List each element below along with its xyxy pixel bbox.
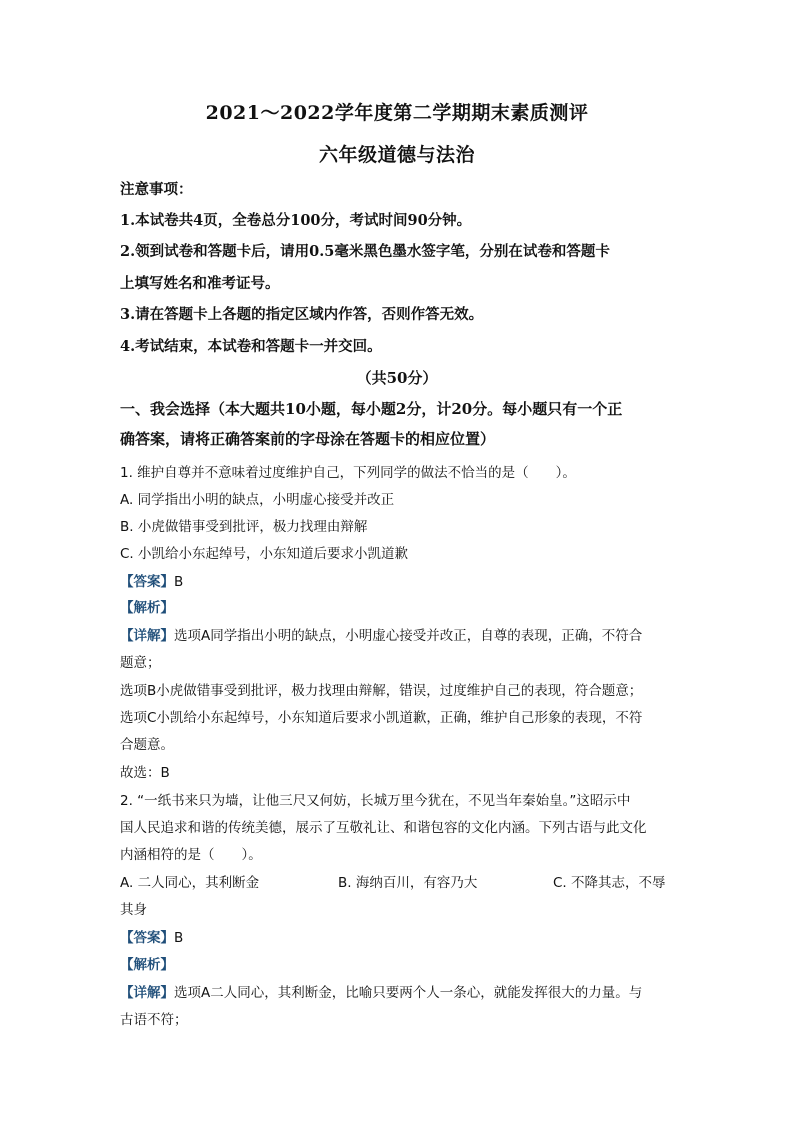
q2-stem-line-2: 国人民追求和谐的传统美德，展示了互敬礼让、和谐包容的文化内涵。下列古语与此文化 xyxy=(120,820,647,836)
q1-detail-line-5: 合题意。 xyxy=(120,737,174,753)
section1-line2: 确答案，请将正确答案前的字母涂在答题卡的相应位置） xyxy=(120,430,496,448)
note-item-1: 1.本试卷共4页，全卷总分100分，考试时间90分钟。 xyxy=(120,212,472,229)
exam-title: 2021～2022学年度第二学期期末素质测评 xyxy=(205,102,589,124)
answer-value: B xyxy=(174,930,184,946)
q1-stem: 1. 维护自尊并不意味着过度维护自己，下列同学的做法不恰当的是（ ）。 xyxy=(120,465,576,481)
q1-answer xyxy=(120,572,183,592)
q2-stem-line-3: 内涵相符的是（ ）。 xyxy=(120,847,262,863)
section1-line1: 一、我会选择（本大题共10小题，每小题2分，计20分。每小题只有一个正 xyxy=(120,400,623,418)
q2-detail-line-2: 古语不符； xyxy=(120,1012,188,1028)
q1-detail-line-3: 选项B小虎做错事受到批评，极力找理由辩解，错误，过度维护自己的表现，符合题意； xyxy=(120,683,643,699)
q2-options-row xyxy=(120,873,680,893)
q2-answer xyxy=(120,928,183,948)
note-item-3: 3.请在答题卡上各题的指定区域内作答，否则作答无效。 xyxy=(120,306,484,323)
detail-tag: 【详解】 xyxy=(120,628,174,644)
note-item-2: 2.领到试卷和答题卡后，请用0.5毫米黑色墨水签字笔，分别在试卷和答题卡 xyxy=(120,243,610,260)
answer-tag: 【答案】 xyxy=(120,930,174,946)
detail-tag: 【详解】 xyxy=(120,985,174,1001)
q2-option-c-wrap: 其身 xyxy=(120,902,147,918)
q2-option-c: C. 不降其志，不辱 xyxy=(553,875,666,891)
q2-detail-line-1: 【详解】选项A二人同心，其利断金，比喻只要两个人一条心，就能发挥很大的力量。与 xyxy=(120,985,643,1001)
note-item-4: 4.考试结束，本试卷和答题卡一并交回。 xyxy=(120,338,382,355)
q1-detail-line-1: 【详解】选项A同学指出小明的缺点，小明虚心接受并改正，自尊的表现，正确，不符合 xyxy=(120,628,643,644)
part-heading: （共50分） xyxy=(356,369,438,387)
answer-value: B xyxy=(174,574,184,590)
q2-option-a: A. 二人同心，其利断金 xyxy=(120,875,260,891)
q1-option-a: A. 同学指出小明的缺点，小明虚心接受并改正 xyxy=(120,492,395,508)
q1-detail-line-6: 故选：B xyxy=(120,765,170,781)
q2-analysis-tag: 【解析】 xyxy=(120,957,174,973)
q2-stem-line-1: 2. “一纸书来只为墙，让他三尺又何妨，长城万里今犹在，不见当年秦始皇。”这昭示中 xyxy=(120,793,631,809)
q1-detail-line-4: 选项C小凯给小东起绰号，小东知道后要求小凯道歉，正确，维护自己形象的表现，不符 xyxy=(120,710,643,726)
q1-option-c: C. 小凯给小东起绰号，小东知道后要求小凯道歉 xyxy=(120,546,409,562)
q1-analysis-tag: 【解析】 xyxy=(120,600,174,616)
q2-option-b: B. 海纳百川，有容乃大 xyxy=(338,875,478,891)
q1-detail-line-2: 题意； xyxy=(120,655,161,671)
answer-tag: 【答案】 xyxy=(120,574,174,590)
note-item-2-cont: 上填写姓名和准考证号。 xyxy=(120,275,280,292)
notes-heading: 注意事项： xyxy=(120,181,193,198)
q1-option-b: B. 小虎做错事受到批评，极力找理由辩解 xyxy=(120,519,368,535)
exam-subtitle: 六年级道德与法治 xyxy=(318,144,475,166)
